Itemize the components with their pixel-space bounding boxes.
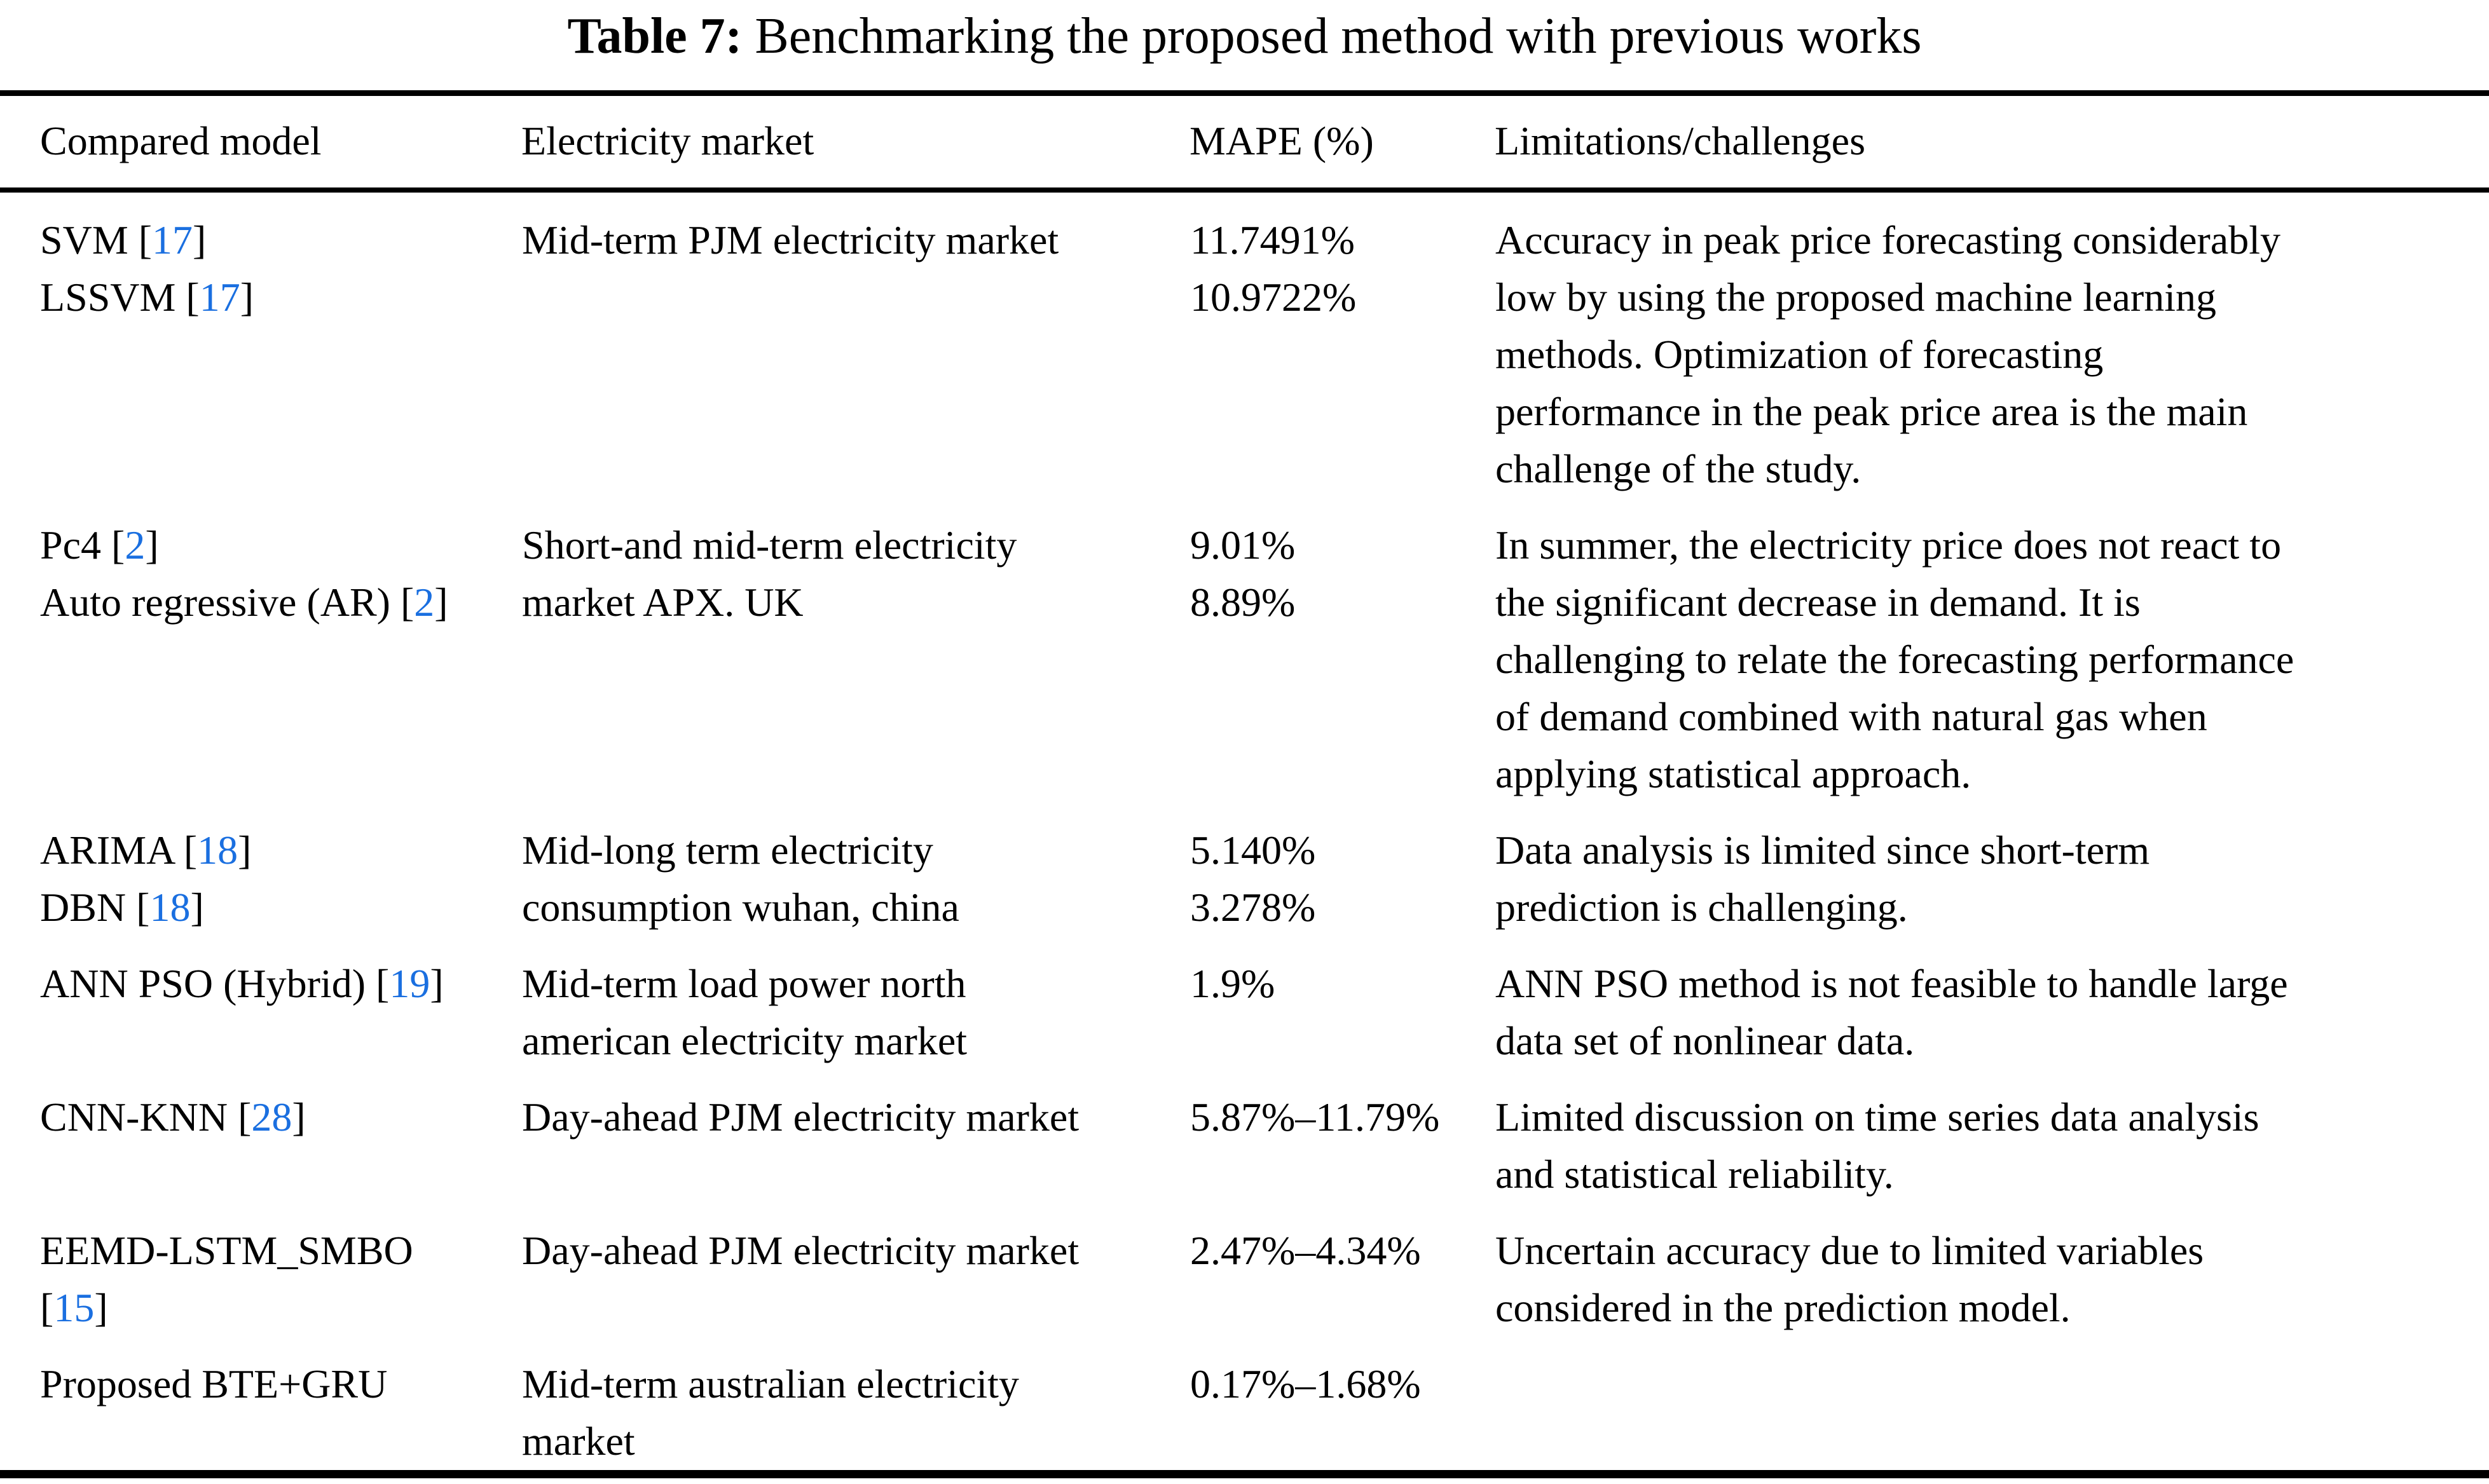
market-line: Mid-long term electricity [522, 827, 933, 873]
mape-value: 2.47%–4.34% [1190, 1228, 1421, 1273]
model-line: DBN [ 18 ] [40, 879, 521, 936]
model-line: Pc4 [ 2 ] [40, 517, 521, 574]
citation-ref[interactable]: [ 19 ] [376, 961, 444, 1006]
mape-value: 10.9722% [1190, 275, 1357, 320]
limitations-line: challenging to relate the forecasting performance [1495, 637, 2294, 682]
table-row [0, 803, 2489, 936]
limitations-line: of demand combined with natural gas when [1495, 694, 2207, 739]
mape-cell [1190, 936, 1495, 1070]
limitations-line: Data analysis is limited since short-term [1495, 827, 2150, 873]
market-cell [521, 1203, 1190, 1337]
limitations-cell [1495, 936, 2489, 1070]
mape-value: 11.7491% [1190, 217, 1355, 262]
table-caption-label: Table 7: [567, 8, 743, 64]
market-cell [521, 1337, 1190, 1474]
citation-ref[interactable]: [ 17 ] [186, 275, 254, 320]
citation-ref[interactable]: [ 2 ] [111, 522, 159, 568]
mape-value: 3.278% [1190, 885, 1316, 930]
mape-value: 5.87%–11.79% [1190, 1094, 1440, 1140]
mape-value: 1.9% [1190, 961, 1275, 1006]
model-line: EEMD-LSTM_SMBO [40, 1228, 413, 1273]
limitations-cell [1495, 803, 2489, 936]
limitations-line: and statistical reliability. [1495, 1152, 1894, 1197]
mape-value: 9.01% [1190, 522, 1296, 568]
model-line: ARIMA [ 18 ] [40, 822, 521, 879]
limitations-line: considered in the prediction model. [1495, 1285, 2071, 1330]
model-line: LSSVM [ 17 ] [40, 269, 521, 326]
model-line: Proposed BTE+GRU [40, 1361, 388, 1406]
limitations-line: prediction is challenging. [1495, 885, 1908, 930]
market-cell [521, 803, 1190, 936]
limitations-line: data set of nonlinear data. [1495, 1018, 1915, 1063]
limitations-cell [1495, 1070, 2489, 1203]
market-line: american electricity market [522, 1018, 968, 1063]
limitations-line: Limited discussion on time series data analysis [1495, 1094, 2259, 1140]
limitations-line: low by using the proposed machine learning [1495, 275, 2216, 320]
benchmark-table [0, 90, 2489, 1478]
market-line: Short-and mid-term electricity [522, 522, 1017, 568]
mape-cell [1190, 498, 1495, 803]
model-cell [0, 190, 521, 498]
citation-ref[interactable]: [ 15 ] [40, 1285, 108, 1330]
column-header-compared-model: Compared model [40, 118, 322, 163]
citation-ref[interactable]: [ 18 ] [184, 827, 252, 873]
table-caption-text: Benchmarking the proposed method with previous works [742, 8, 1922, 64]
market-line: Mid-term PJM electricity market [522, 217, 1059, 262]
model-cell [0, 1070, 521, 1203]
market-line: Day-ahead PJM electricity market [522, 1228, 1080, 1273]
market-cell [521, 498, 1190, 803]
limitations-cell [1495, 1203, 2489, 1337]
model-line: SVM [ 17 ] [40, 212, 521, 269]
mape-cell [1190, 190, 1495, 498]
column-header-mape: MAPE (%) [1190, 118, 1374, 163]
model-cell [0, 803, 521, 936]
citation-ref[interactable]: [ 18 ] [136, 885, 204, 930]
limitations-line: applying statistical approach. [1495, 751, 1971, 796]
mape-cell [1190, 803, 1495, 936]
citation-ref[interactable]: [ 17 ] [139, 217, 207, 262]
citation-ref[interactable]: [ 28 ] [238, 1094, 306, 1140]
limitations-cell [1495, 190, 2489, 498]
mape-value: 0.17%–1.68% [1190, 1361, 1421, 1406]
model-line: ANN PSO (Hybrid) [ 19 ] [40, 955, 521, 1012]
column-header-limitations: Limitations/challenges [1495, 118, 1865, 163]
limitations-line: challenge of the study. [1495, 446, 1862, 491]
market-line: market APX. UK [522, 580, 804, 625]
header-row [0, 93, 2489, 191]
limitations-line: Accuracy in peak price forecasting considerably [1495, 217, 2280, 262]
column-header-electricity-market: Electricity market [521, 118, 814, 163]
market-cell [521, 1070, 1190, 1203]
limitations-line: Uncertain accuracy due to limited variables [1495, 1228, 2204, 1273]
market-line: market [522, 1419, 635, 1464]
market-line: Day-ahead PJM electricity market [522, 1094, 1080, 1140]
table-body [0, 190, 2489, 1474]
model-cell [0, 1203, 521, 1337]
table-row [0, 1203, 2489, 1337]
limitations-line: In summer, the electricity price does not react to [1495, 522, 2282, 568]
model-line [40, 1279, 521, 1337]
limitations-cell [1495, 1337, 2489, 1474]
market-line: Mid-term australian electricity [522, 1361, 1019, 1406]
mape-value: 5.140% [1190, 827, 1316, 873]
limitations-line: the significant decrease in demand. It is [1495, 580, 2141, 625]
market-cell [521, 936, 1190, 1070]
mape-cell [1190, 1203, 1495, 1337]
model-line: Auto regressive (AR) [ 2 ] [40, 574, 521, 631]
limitations-line: ANN PSO method is not feasible to handle large [1495, 961, 2288, 1006]
limitations-cell [1495, 498, 2489, 803]
market-line: Mid-term load power north [522, 961, 966, 1006]
table-row [0, 936, 2489, 1070]
mape-value: 8.89% [1190, 580, 1296, 625]
market-line: consumption wuhan, china [522, 885, 959, 930]
limitations-line: methods. Optimization of forecasting [1495, 332, 2104, 377]
citation-ref[interactable]: [ 2 ] [401, 580, 448, 625]
table-row [0, 1337, 2489, 1474]
model-line: CNN-KNN [ 28 ] [40, 1089, 521, 1146]
model-cell [0, 936, 521, 1070]
table-row [0, 1070, 2489, 1203]
model-cell [0, 1337, 521, 1474]
limitations-line: performance in the peak price area is the main [1495, 389, 2248, 434]
table-row [0, 190, 2489, 498]
model-cell [0, 498, 521, 803]
table-row [0, 498, 2489, 803]
market-cell [521, 190, 1190, 498]
mape-cell [1190, 1070, 1495, 1203]
mape-cell [1190, 1337, 1495, 1474]
table-caption [0, 0, 2489, 70]
